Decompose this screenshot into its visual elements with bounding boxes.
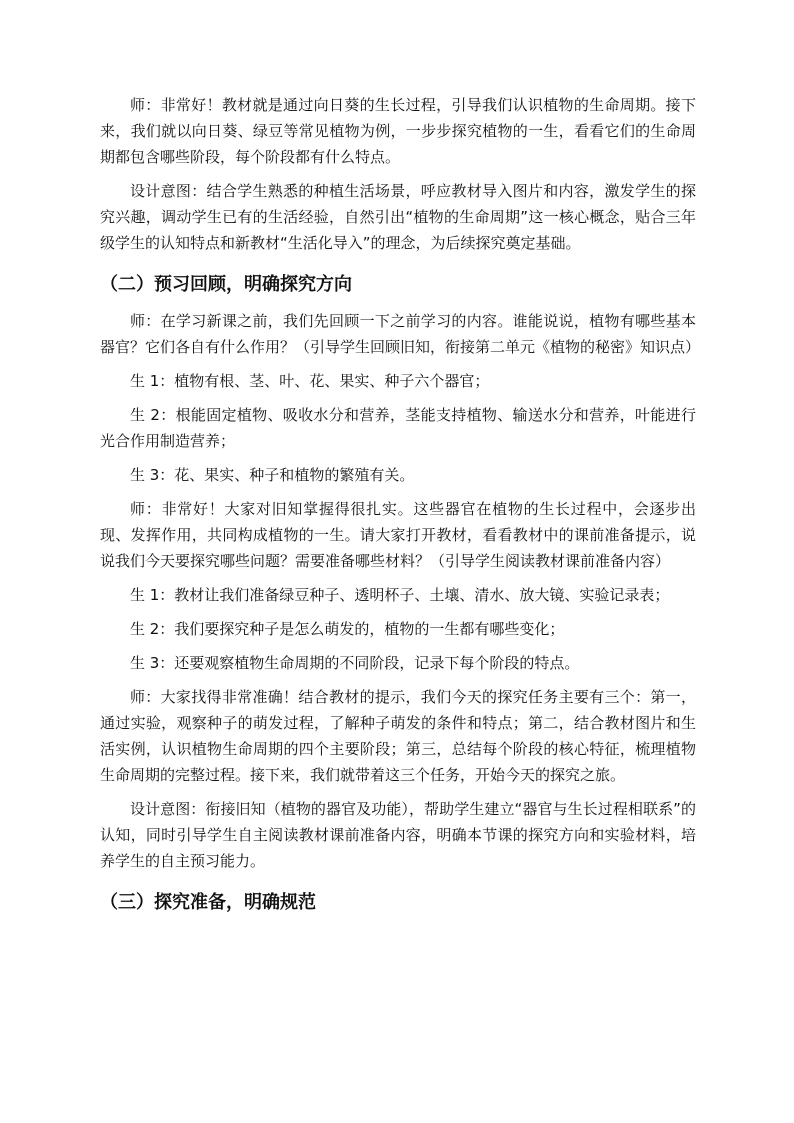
paragraph-teacher-question: 师：在学习新课之前，我们先回顾一下之前学习的内容。谁能说说，植物有哪些基本器官？它们各自有什么作用？（引导学生回顾旧知，衔接第二单元《植物的秘密》知识点）: [100, 312, 701, 356]
paragraph-teacher-tasks: 师：大家找得非常准确！结合教材的提示，我们今天的探究任务主要有三个：第一，通过实验，观察种子的萌发过程，了解种子萌发的条件和特点；第二，结合教材图片和生活实例，认识植物生命周期的四个主要阶段；第三，总结每个阶段的核心特征，梳理植物生命周期的完整过程。接下来，我们就带着这三个任务，开始今天的探究之旅。: [100, 688, 696, 784]
paragraph-design-intent-1: 设计意图：结合学生熟悉的种植生活场景，呼应教材导入图片和内容，激发学生的探究兴趣，调动学生已有的生活经验，自然引出“植物的生命周期”这一核心概念，贴合三年级学生的认知特点和新教材“生活化导入”的理念，为后续探究奠定基础。: [100, 182, 696, 252]
paragraph-student-2-germination: 生 2：我们要探究种子是怎么萌发的，植物的一生都有哪些变化；: [130, 620, 565, 638]
paragraph-teacher-textbook: 师：非常好！大家对旧知掌握得很扎实。这些器官在植物的生长过程中，会逐步出现、发挥作用，共同构成植物的一生。请大家打开教材，看看教材中的课前准备提示，说说我们今天要探究哪些问题？需要准备哪些材料？（引导学生阅读教材课前准备内容）: [100, 500, 696, 570]
paragraph-student-3-stages: 生 3：还要观察植物生命周期的不同阶段，记录下每个阶段的特点。: [130, 654, 580, 672]
paragraph-design-intent-2: 设计意图：衔接旧知（植物的器官及功能），帮助学生建立“器官与生长过程相联系”的认知，同时引导学生自主阅读教材课前准备内容，明确本节课的探究方向和实验材料，培养学生的自主预习能力。: [100, 800, 696, 870]
document-body: [100, 92, 701, 916]
paragraph-student-1-materials: 生 1：教材让我们准备绿豆种子、透明杯子、土壤、清水、放大镜、实验记录表；: [130, 586, 670, 604]
section-heading-preview-review: （二）预习回顾，明确探究方向: [100, 274, 352, 295]
paragraph-student-1-organs: 生 1：植物有根、茎、叶、花、果实、种子六个器官；: [130, 372, 490, 390]
paragraph-student-2-functions: 生 2：根能固定植物、吸收水分和营养，茎能支持植物、输送水分和营养，叶能进行光合作用制造营养；: [100, 406, 696, 450]
section-heading-exploration-prep: （三）探究准备，明确规范: [100, 892, 316, 913]
paragraph-teacher-intro: 师：非常好！教材就是通过向日葵的生长过程，引导我们认识植物的生命周期。接下来，我们就以向日葵、绿豆等常见植物为例，一步步探究植物的一生，看看它们的生命周期都包含哪些阶段，每个阶段都有什么特点。: [100, 96, 696, 166]
paragraph-student-3-reproduction: 生 3：花、果实、种子和植物的繁殖有关。: [130, 466, 415, 484]
